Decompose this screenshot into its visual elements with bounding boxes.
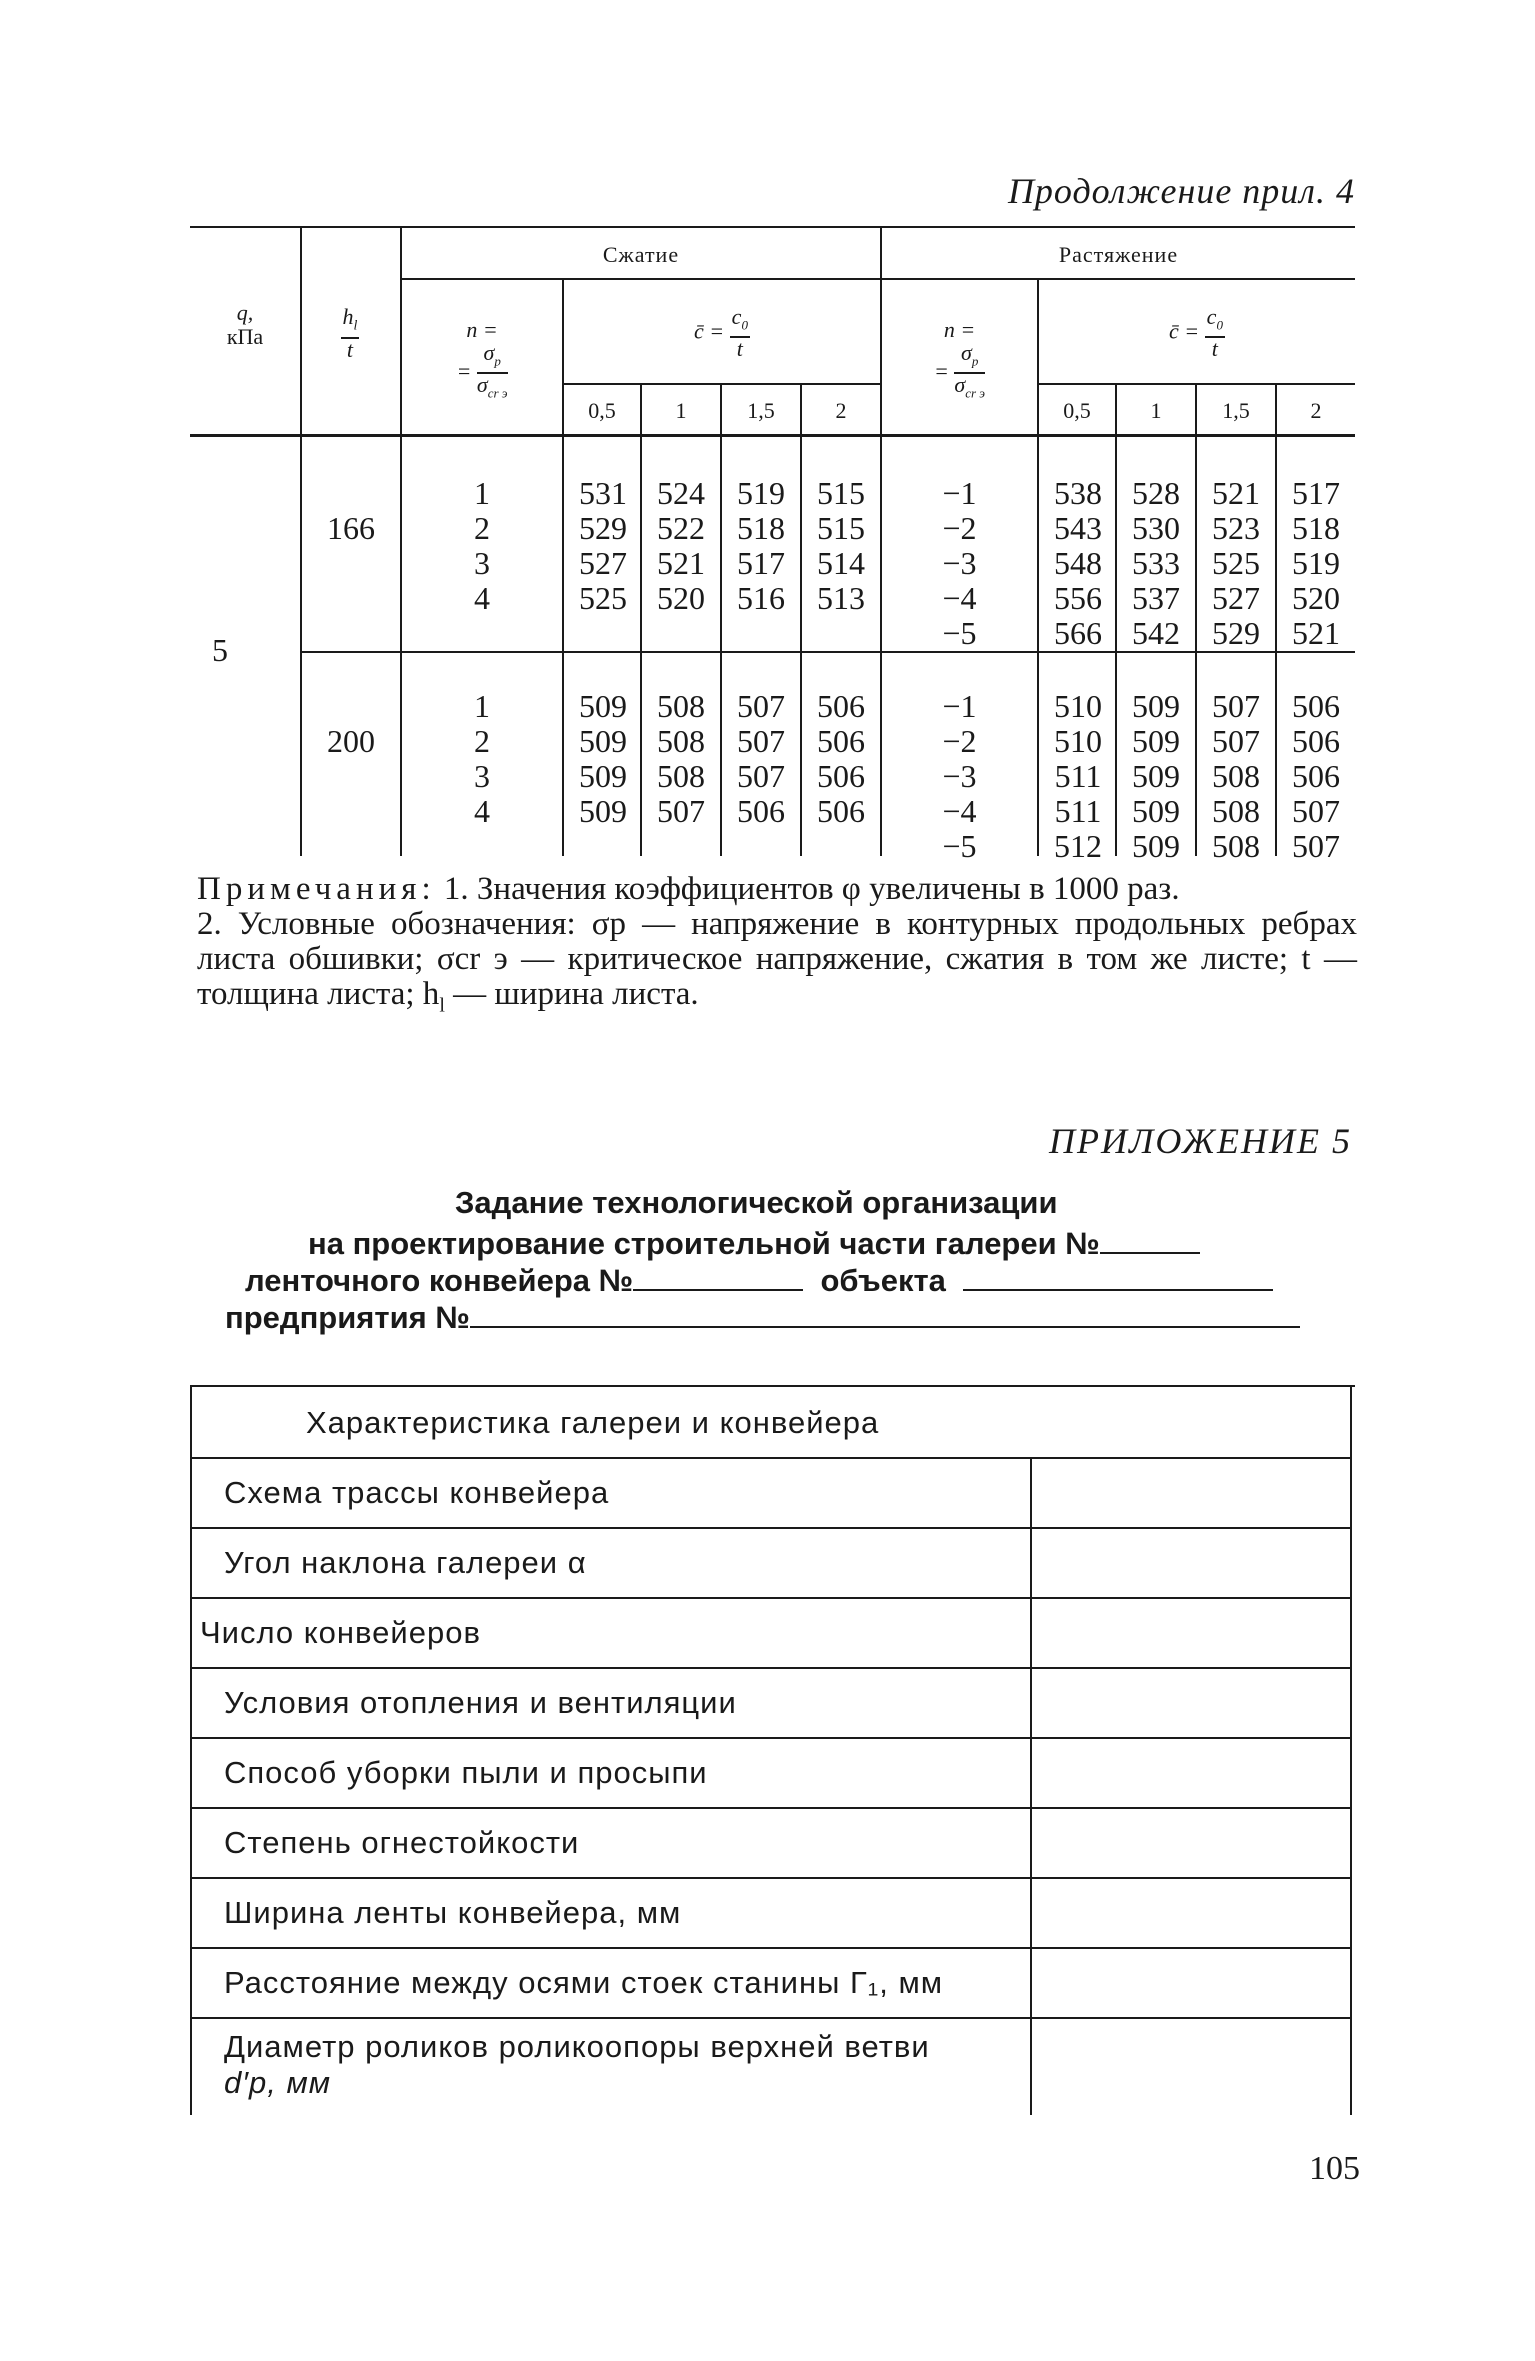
note-2: 2. Условные обозначения: σр — напряжение в контурных продольных ребрах листа обшивки; σcr э — критическое напряжение, сжатия в том же листе; t — толщина листа; $h_l$ — ширина листа. <box>197 906 1357 1017</box>
tension-coefficient: 518 <box>1292 510 1340 546</box>
compress-coefficient: 508 <box>657 723 705 759</box>
compress-coefficient: 515 <box>817 475 865 511</box>
header-tension: Растяжение <box>1058 242 1179 267</box>
spec-row-value-cell[interactable] <box>1032 1599 1350 1667</box>
c-value: 1 <box>675 398 687 423</box>
spec-row-value-cell[interactable] <box>1032 2019 1350 2115</box>
compress-coefficient: 521 <box>657 545 705 581</box>
table-rule-top <box>190 226 1355 228</box>
compress-coefficient: 509 <box>579 723 627 759</box>
n-compress-value: 3 <box>474 758 490 794</box>
compress-coefficient: 507 <box>737 688 785 724</box>
compress-coefficient: 531 <box>579 475 627 511</box>
compress-coefficient: 520 <box>657 580 705 616</box>
spec-row-label: Способ уборки пыли и просыпи <box>224 1755 708 1790</box>
spec-row-label: Расстояние между осями стоек станины Г₁, мм <box>224 1965 944 2000</box>
spec-row-value-cell[interactable] <box>1032 1459 1350 1527</box>
n-tension-value: −3 <box>942 545 977 581</box>
compress-coefficient: 527 <box>579 545 627 581</box>
tension-coefficient: 525 <box>1212 545 1260 581</box>
compress-coefficient: 516 <box>737 580 785 616</box>
h-ratio-value: 200 <box>327 723 375 759</box>
compress-coefficient: 514 <box>817 545 865 581</box>
tension-coefficient: 509 <box>1132 723 1180 759</box>
note-1: Примечания: 1. Значения коэффициентов φ увеличены в 1000 раз. <box>197 871 1180 907</box>
compress-coefficient: 506 <box>817 688 865 724</box>
n-tension-value: −4 <box>942 793 977 829</box>
header-compress: Сжатие <box>602 242 680 267</box>
compress-coefficient: 507 <box>657 793 705 829</box>
tension-coefficient: 508 <box>1212 758 1260 794</box>
spec-table-left-rule <box>190 1387 192 2115</box>
notes-label: Примечания: <box>197 871 436 907</box>
tension-coefficient: 506 <box>1292 688 1340 724</box>
appendix-title: ПРИЛОЖЕНИЕ 5 <box>1049 1121 1352 1161</box>
tension-coefficient: 537 <box>1132 580 1180 616</box>
compress-coefficient: 507 <box>737 723 785 759</box>
tension-coefficient: 528 <box>1132 475 1180 511</box>
n-tension-value: −1 <box>942 475 977 511</box>
n-tension-value: −5 <box>942 828 977 864</box>
n-tension-value: −1 <box>942 688 977 724</box>
tension-coefficient: 517 <box>1292 475 1340 511</box>
n-tension-value: −3 <box>942 758 977 794</box>
h-ratio-value: 166 <box>327 510 375 546</box>
tension-coefficient: 508 <box>1212 793 1260 829</box>
compress-coefficient: 509 <box>579 793 627 829</box>
spec-row-label: Ширина ленты конвейера, мм <box>224 1895 682 1930</box>
tension-coefficient: 533 <box>1132 545 1180 581</box>
spec-row-value-cell[interactable] <box>1032 1949 1350 2017</box>
q-value: 5 <box>212 632 228 668</box>
header-q-symbol: q, <box>236 300 254 325</box>
spec-row-value-cell[interactable] <box>1032 1739 1350 1807</box>
spec-table-right-rule <box>1350 1387 1352 2115</box>
c-value: 2 <box>1310 398 1322 423</box>
spec-row-label: Условия отопления и вентиляции <box>224 1685 737 1720</box>
spec-row-label-roller-diameter-unit: d′р, мм <box>224 2065 332 2100</box>
tension-coefficient: 521 <box>1212 475 1260 511</box>
spec-row-value-cell[interactable] <box>1032 1879 1350 1947</box>
conveyor-number-blank[interactable] <box>633 1259 803 1291</box>
tension-coefficient: 521 <box>1292 615 1340 651</box>
header-q-unit: кПа <box>226 324 264 349</box>
tension-coefficient: 523 <box>1212 510 1260 546</box>
form-heading-line3: ленточного конвейера № объекта <box>245 1259 1273 1299</box>
compress-coefficient: 508 <box>657 758 705 794</box>
spec-row-label: Угол наклона галереи α <box>224 1545 587 1580</box>
tension-coefficient: 507 <box>1212 688 1260 724</box>
header-c-tension: c̄ = $\frac{c_0}{t}$ <box>1169 304 1223 362</box>
compress-coefficient: 524 <box>657 475 705 511</box>
n-compress-value: 3 <box>474 545 490 581</box>
spec-table-top-rule <box>190 1385 1355 1387</box>
n-compress-value: 1 <box>474 688 490 724</box>
spec-table-header: Характеристика галереи и конвейера <box>306 1405 880 1440</box>
n-compress-value: 1 <box>474 475 490 511</box>
tension-coefficient: 507 <box>1292 828 1340 864</box>
header-n-tension: n = = $\frac{\sigma_р}{\sigma_{cr э}}$ <box>933 317 986 401</box>
spec-row-label-roller-diameter: Диаметр роликов роликоопоры верхней ветви <box>224 2029 930 2064</box>
tension-coefficient: 510 <box>1054 688 1102 724</box>
compress-coefficient: 529 <box>579 510 627 546</box>
n-tension-value: −2 <box>942 510 977 546</box>
spec-row-value-cell[interactable] <box>1032 1529 1350 1597</box>
tension-coefficient: 508 <box>1212 828 1260 864</box>
header-c-compress: c̄ = $\frac{c_0}{t}$ <box>694 304 748 362</box>
page-number: 105 <box>1309 2150 1360 2187</box>
tension-coefficient: 506 <box>1292 723 1340 759</box>
n-compress-value: 4 <box>474 793 490 829</box>
c-value: 0,5 <box>1063 398 1091 423</box>
compress-coefficient: 506 <box>817 793 865 829</box>
table-rule <box>400 278 1355 280</box>
compress-coefficient: 506 <box>737 793 785 829</box>
form-heading-line4: предприятия № <box>225 1296 1300 1336</box>
n-tension-value: −5 <box>942 615 977 651</box>
form-heading-line2: на проектирование строительной части галереи № <box>308 1222 1200 1262</box>
tension-coefficient: 507 <box>1292 793 1340 829</box>
compress-coefficient: 509 <box>579 758 627 794</box>
tension-coefficient: 520 <box>1292 580 1340 616</box>
compress-coefficient: 519 <box>737 475 785 511</box>
compress-coefficient: 525 <box>579 580 627 616</box>
coefficient-table <box>190 226 1355 864</box>
table-notes <box>197 872 1357 1024</box>
tension-coefficient: 538 <box>1054 475 1102 511</box>
tension-coefficient: 529 <box>1212 615 1260 651</box>
header-q <box>190 301 300 349</box>
compress-coefficient: 517 <box>737 545 785 581</box>
tension-coefficient: 548 <box>1054 545 1102 581</box>
c-value: 0,5 <box>588 398 616 423</box>
compress-coefficient: 506 <box>817 758 865 794</box>
n-compress-value: 2 <box>474 510 490 546</box>
tension-coefficient: 511 <box>1054 758 1102 794</box>
tension-coefficient: 509 <box>1132 758 1180 794</box>
compress-coefficient: 522 <box>657 510 705 546</box>
gallery-spec-table <box>190 1385 1355 2115</box>
n-compress-value: 2 <box>474 723 490 759</box>
tension-coefficient: 543 <box>1054 510 1102 546</box>
compress-coefficient: 515 <box>817 510 865 546</box>
tension-coefficient: 527 <box>1212 580 1260 616</box>
tension-coefficient: 511 <box>1054 793 1102 829</box>
tension-coefficient: 512 <box>1054 828 1102 864</box>
tension-coefficient: 542 <box>1132 615 1180 651</box>
compress-coefficient: 508 <box>657 688 705 724</box>
spec-row-value-cell[interactable] <box>1032 1809 1350 1877</box>
c-value: 1,5 <box>1222 398 1250 423</box>
compress-coefficient: 506 <box>817 723 865 759</box>
spec-row-label: Степень огнестойкости <box>224 1825 580 1860</box>
c-value: 1 <box>1150 398 1162 423</box>
h-over-t-fraction: $\frac{h_l}{t}$ <box>342 304 358 363</box>
header-n-compress: n = = $\frac{\sigma_р}{\sigma_{cr э}}$ <box>456 317 508 401</box>
c-value: 1,5 <box>747 398 775 423</box>
tension-coefficient: 510 <box>1054 723 1102 759</box>
object-blank[interactable] <box>963 1259 1273 1291</box>
header-h-over-t <box>300 306 400 361</box>
tension-coefficient: 509 <box>1132 828 1180 864</box>
tension-coefficient: 519 <box>1292 545 1340 581</box>
tension-coefficient: 566 <box>1054 615 1102 651</box>
enterprise-number-blank[interactable] <box>470 1296 1300 1328</box>
c-value: 2 <box>835 398 847 423</box>
n-tension-value: −4 <box>942 580 977 616</box>
spec-row-label: Схема трассы конвейера <box>224 1475 610 1510</box>
n-compress-value: 4 <box>474 580 490 616</box>
tension-coefficient: 507 <box>1212 723 1260 759</box>
spec-row-label: Число конвейеров <box>200 1615 481 1650</box>
table-rule-header-bottom <box>190 434 1355 437</box>
spec-row-value-cell[interactable] <box>1032 1669 1350 1737</box>
tension-coefficient: 506 <box>1292 758 1340 794</box>
running-header: Продолжение прил. 4 <box>1007 171 1355 211</box>
n-tension-value: −2 <box>942 723 977 759</box>
tension-coefficient: 509 <box>1132 688 1180 724</box>
compress-coefficient: 513 <box>817 580 865 616</box>
gallery-number-blank[interactable] <box>1100 1222 1200 1254</box>
compress-coefficient: 509 <box>579 688 627 724</box>
form-heading-line1: Задание технологической организации <box>455 1185 1058 1220</box>
tension-coefficient: 530 <box>1132 510 1180 546</box>
compress-coefficient: 507 <box>737 758 785 794</box>
tension-coefficient: 509 <box>1132 793 1180 829</box>
tension-coefficient: 556 <box>1054 580 1102 616</box>
compress-coefficient: 518 <box>737 510 785 546</box>
